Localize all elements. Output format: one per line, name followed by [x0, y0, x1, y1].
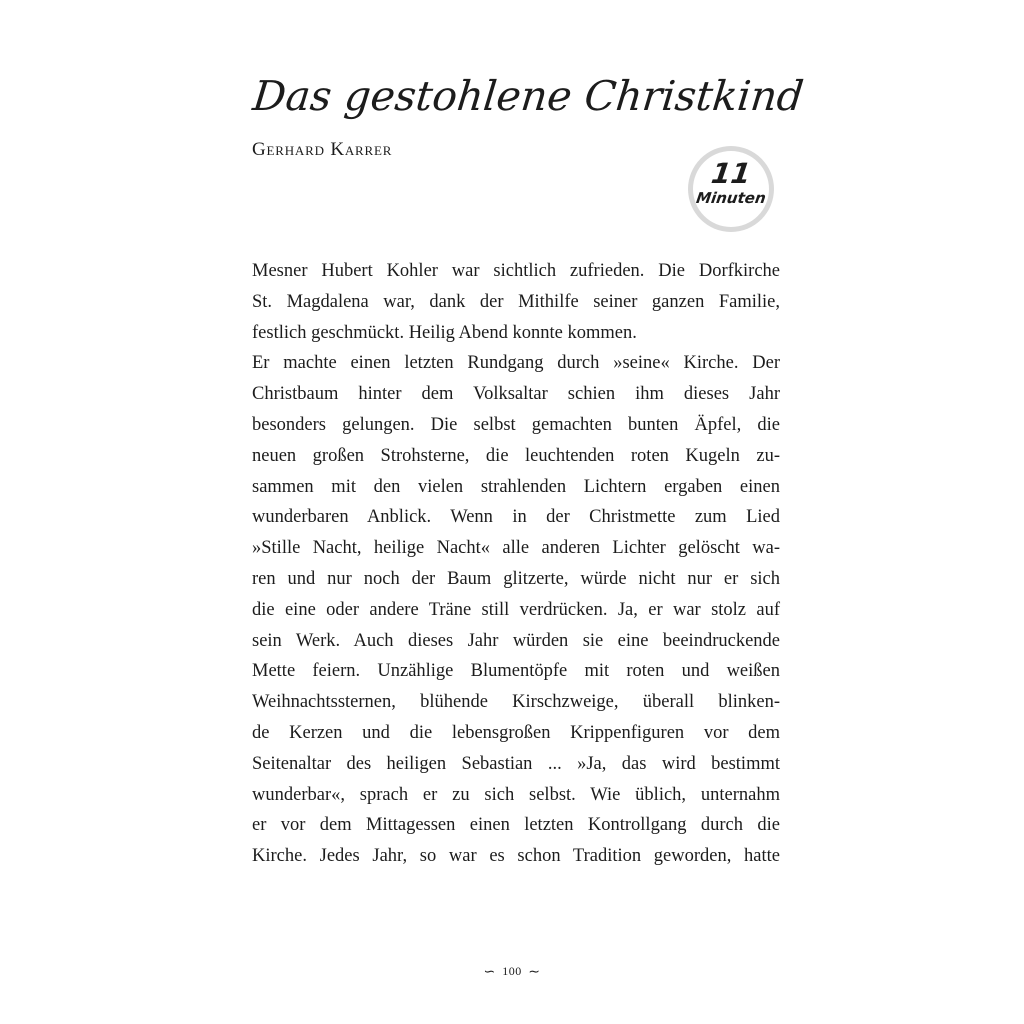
body-line: »Stille Nacht, heilige Nacht« alle anderen Lichter gelöscht wa-	[252, 538, 780, 559]
reading-time-badge	[688, 146, 774, 232]
body-line: besonders gelungen. Die selbst gemachten bunten Äpfel, die	[252, 414, 780, 435]
body-line: Kirche. Jedes Jahr, so war es schon Tradition geworden, hatte	[252, 846, 780, 867]
body-line: Seitenaltar des heiligen Sebastian ... »Ja, das wird bestimmt	[252, 753, 780, 774]
ornament-right-icon: ∼	[528, 965, 541, 980]
body-line: Christbaum hinter dem Volksaltar schien ihm dieses Jahr	[252, 384, 780, 405]
page-number: 100	[502, 964, 522, 978]
body-line: sein Werk. Auch dieses Jahr würden sie eine beeindruckende	[252, 630, 780, 651]
story-body	[252, 256, 780, 872]
body-line: St. Magdalena war, dank der Mithilfe seiner ganzen Familie,	[252, 291, 780, 312]
body-line: wunderbar«, sprach er zu sich selbst. Wie üblich, unternahm	[252, 784, 780, 805]
author-name: Gerhard Karrer	[252, 139, 393, 160]
body-line: de Kerzen und die lebensgroßen Krippenfiguren vor dem	[252, 722, 780, 743]
reading-time-unit: Minuten	[695, 189, 767, 207]
body-line: Weihnachtssternen, blühende Kirschzweige, überall blinken-	[252, 692, 780, 713]
body-line: Er machte einen letzten Rundgang durch »seine« Kirche. Der	[252, 353, 780, 374]
body-line: ren und nur noch der Baum glitzerte, würde nicht nur er sich	[252, 568, 780, 589]
body-line: er vor dem Mittagessen einen letzten Kontrollgang durch die	[252, 815, 780, 836]
body-line: wunderbaren Anblick. Wenn in der Christmette zum Lied	[252, 507, 780, 528]
page-footer	[0, 963, 1024, 981]
body-line: Mesner Hubert Kohler war sichtlich zufrieden. Die Dorfkirche	[252, 261, 780, 281]
body-line: neuen großen Strohsterne, die leuchtenden roten Kugeln zu-	[252, 445, 780, 466]
body-line: sammen mit den vielen strahlenden Lichtern ergaben einen	[252, 476, 780, 497]
body-line: die eine oder andere Träne still verdrücken. Ja, er war stolz auf	[252, 599, 780, 620]
ornament-left-icon: ∽	[483, 965, 496, 980]
body-line: festlich geschmückt. Heilig Abend konnte kommen.	[252, 322, 637, 343]
reading-time-number: 11	[709, 157, 753, 190]
reading-time-badge-inner	[693, 151, 769, 227]
story-title: Das gestohlene Christkind	[250, 72, 806, 120]
body-line: Mette feiern. Unzählige Blumentöpfe mit roten und weißen	[252, 661, 780, 682]
